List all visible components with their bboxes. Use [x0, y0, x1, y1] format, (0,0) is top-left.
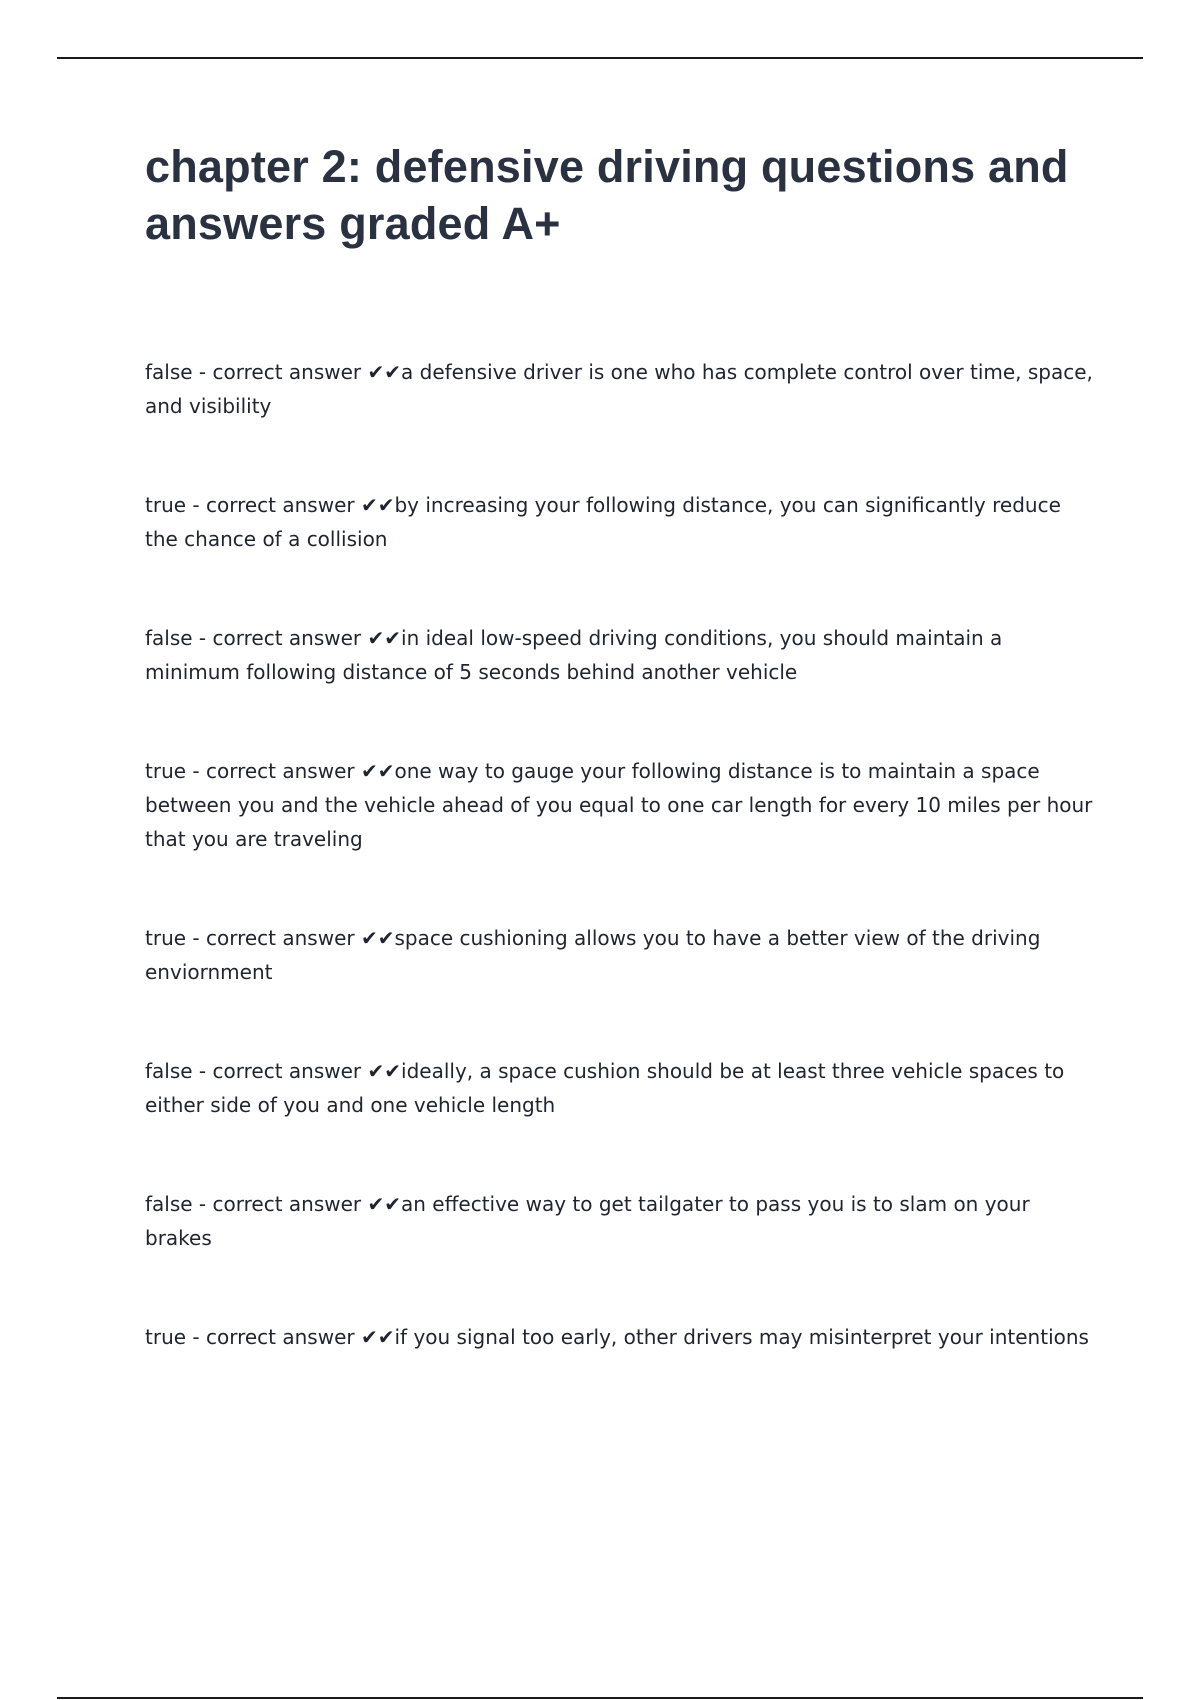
checkmark-icon: ✔✔ — [367, 360, 402, 384]
bottom-rule — [57, 1697, 1143, 1699]
question-text: space cushioning allows you to have a better view of the driving enviornment — [145, 926, 1041, 984]
answer-label: true — [145, 926, 187, 950]
checkmark-icon: ✔✔ — [360, 926, 395, 950]
answer-label: false — [145, 1192, 193, 1216]
question-text: ideally, a space cushion should be at least three vehicle spaces to either side of you and one vehicle length — [145, 1059, 1065, 1117]
question-text: a defensive driver is one who has complete control over time, space, and visibility — [145, 360, 1093, 418]
top-rule — [57, 57, 1143, 59]
list-item — [145, 1054, 1095, 1122]
qa-list — [145, 355, 1095, 1419]
answer-separator: - correct answer — [186, 759, 361, 783]
answer-label: true — [145, 759, 187, 783]
answer-separator: - correct answer — [192, 1192, 368, 1216]
list-item — [145, 621, 1095, 689]
checkmark-icon: ✔✔ — [360, 493, 395, 517]
answer-separator: - correct answer — [192, 360, 368, 384]
question-text: one way to gauge your following distance is to maintain a space between you and the vehicle ahead of you equal to one car length for every 10 miles per hour that you are traveling — [145, 759, 1093, 851]
answer-label: false — [145, 1059, 193, 1083]
answer-separator: - correct answer — [186, 493, 361, 517]
page-title: chapter 2: defensive driving questions and answers graded A+ — [145, 141, 1069, 249]
answer-separator: - correct answer — [192, 626, 368, 650]
list-item — [145, 1187, 1095, 1255]
document-header — [145, 138, 1095, 252]
checkmark-icon: ✔✔ — [367, 1192, 402, 1216]
question-text: in ideal low-speed driving conditions, you should maintain a minimum following distance of 5 seconds behind another vehicle — [145, 626, 1003, 684]
answer-label: true — [145, 493, 187, 517]
checkmark-icon: ✔✔ — [367, 626, 402, 650]
question-text: an effective way to get tailgater to pass you is to slam on your brakes — [145, 1192, 1030, 1250]
answer-label: false — [145, 360, 193, 384]
list-item — [145, 355, 1095, 423]
answer-label: false — [145, 626, 193, 650]
checkmark-icon: ✔✔ — [360, 1325, 395, 1349]
answer-separator: - correct answer — [186, 926, 361, 950]
checkmark-icon: ✔✔ — [367, 1059, 402, 1083]
list-item — [145, 488, 1095, 556]
answer-separator: - correct answer — [192, 1059, 368, 1083]
question-text: if you signal too early, other drivers may misinterpret your intentions — [394, 1325, 1089, 1349]
list-item — [145, 921, 1095, 989]
checkmark-icon: ✔✔ — [360, 759, 395, 783]
list-item — [145, 754, 1095, 856]
answer-separator: - correct answer — [186, 1325, 361, 1349]
answer-label: true — [145, 1325, 187, 1349]
list-item — [145, 1320, 1095, 1354]
question-text: by increasing your following distance, you can significantly reduce the chance of a collision — [145, 493, 1061, 551]
